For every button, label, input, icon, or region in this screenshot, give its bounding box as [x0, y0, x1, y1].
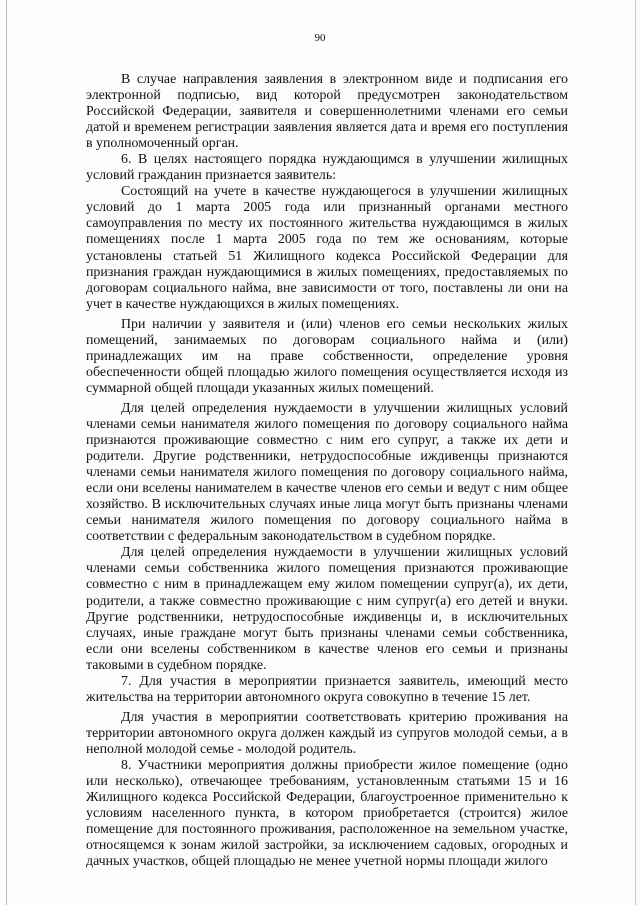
- paragraph-residence-criterion: Для участия в мероприятии соответствовать критерию проживания на территории автономного округа должен каждый из супругов молодой семьи, а в неполной молодой семье - молодой родитель.: [86, 709, 568, 757]
- paragraph-tenant-family: Для целей определения нуждаемости в улучшении жилищных условий членами семьи нанимателя жилого помещения по договору социального найма признаются проживающие совместно с ним его супруг, а также их дети и родители. Другие родственники, нетрудоспособные иждивенцы признаются членами семьи нанимателя жилого помещения по договору социального найма, если они вселены нанимателем в качестве членов его семьи и ведут с ним общее хозяйство. В исключительных случаях иные лица могут быть признаны членами семьи нанимателя жилого помещения по договору социального найма в соответствии с федеральным законодательством в судебном порядке.: [86, 400, 568, 545]
- document-body: [86, 72, 568, 870]
- paragraph-section-8: 8. Участники мероприятия должны приобрести жилое помещение (одно или несколько), отвечающее требованиям, установленным статьями 15 и 16 Жилищного кодекса Российской Федерации, благоустроенное применительно к условиям населенного пункта, в котором приобретается (строится) жилое помещение для постоянного проживания, расположенное на земельном участке, относящемся к зонам жилой застройки, за исключением садовых, огородных и дачных участков, общей площадью не менее учетной нормы площади жилого: [86, 757, 568, 870]
- page-number: 90: [314, 32, 326, 44]
- paragraph-owner-family: Для целей определения нуждаемости в улучшении жилищных условий членами семьи собственника жилого помещения признаются проживающие совместно с ним в принадлежащем ему жилом помещении супруг(а), их дети, родители, а также совместно проживающие с ним супруг(а) его детей и внуки. Другие родственники, нетрудоспособные иждивенцы и, в исключительных случаях, иные граждане могут быть признаны членами семьи собственника, если они вселены собственником в качестве членов его семьи и признаны таковыми в судебном порядке.: [86, 545, 568, 673]
- paragraph-electronic-submission: В случае направления заявления в электронном виде и подписания его электронной подписью, вид которой предусмотрен законодательством Российской Федерации, заявителя и совершеннолетними членами его семьи датой и временем регистрации заявления является дата и время его поступления в уполномоченный орган.: [86, 72, 568, 152]
- paragraph-section-7: 7. Для участия в мероприятии признается заявитель, имеющий место жительства на территории автономного округа совокупно в течение 15 лет.: [86, 673, 568, 705]
- paragraph-registered-applicant: Состоящий на учете в качестве нуждающегося в улучшении жилищных условий до 1 марта 2005 года или признанный органами местного самоуправления по месту их постоянного жительства нуждающимся в жилых помещениях после 1 марта 2005 года по тем же основаниям, которые установлены статьей 51 Жилищного кодекса Российской Федерации для признания граждан нуждающимися в жилых помещениях, предоставляемых по договорам социального найма, вне зависимости от того, поставлены ли они на учет в качестве нуждающихся в жилых помещениях.: [86, 184, 568, 312]
- paragraph-multiple-dwellings: При наличии у заявителя и (или) членов его семьи нескольких жилых помещений, занимаемых по договорам социального найма и (или) принадлежащих им на праве собственности, определение уровня обеспеченности общей площадью жилого помещения осуществляется исходя из суммарной общей площади указанных жилых помещений.: [86, 316, 568, 396]
- scan-edge-left: [6, 0, 7, 905]
- paragraph-section-6: 6. В целях настоящего порядка нуждающимся в улучшении жилищных условий гражданин признается заявитель:: [86, 152, 568, 184]
- scan-edge-right: [635, 0, 636, 905]
